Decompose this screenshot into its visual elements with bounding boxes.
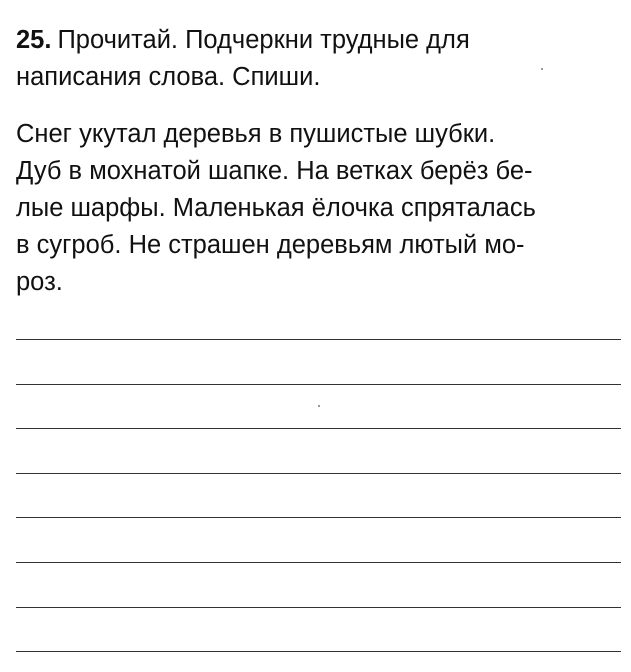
writing-line[interactable] [16, 651, 621, 652]
writing-line[interactable] [16, 562, 621, 563]
task-number: 25. [16, 26, 52, 54]
task-instruction-text: Прочитай. Подчеркни трудные для [57, 26, 470, 54]
writing-area [16, 0, 621, 672]
print-speck [318, 405, 320, 407]
reading-passage [16, 116, 621, 301]
passage-line: Снег укутал деревья в пушистые шубки. [16, 120, 496, 148]
passage-line: в сугроб. Не страшен деревьям лютый мо- [16, 231, 525, 259]
print-speck [541, 68, 543, 70]
task-instruction-line-1 [16, 22, 621, 59]
writing-line[interactable] [16, 339, 621, 340]
passage-line: лые шарфы. Маленькая ёлочка спряталась [16, 194, 536, 222]
writing-line[interactable] [16, 428, 621, 429]
writing-line[interactable] [16, 517, 621, 518]
task-instruction-line-2: написания слова. Спиши. [16, 63, 321, 91]
writing-line[interactable] [16, 607, 621, 608]
task-heading [16, 22, 621, 96]
passage-line: роз. [16, 268, 63, 296]
writing-line[interactable] [16, 384, 621, 385]
passage-line: Дуб в мохнатой шапке. На ветках берёз бе- [16, 157, 533, 185]
writing-line[interactable] [16, 473, 621, 474]
